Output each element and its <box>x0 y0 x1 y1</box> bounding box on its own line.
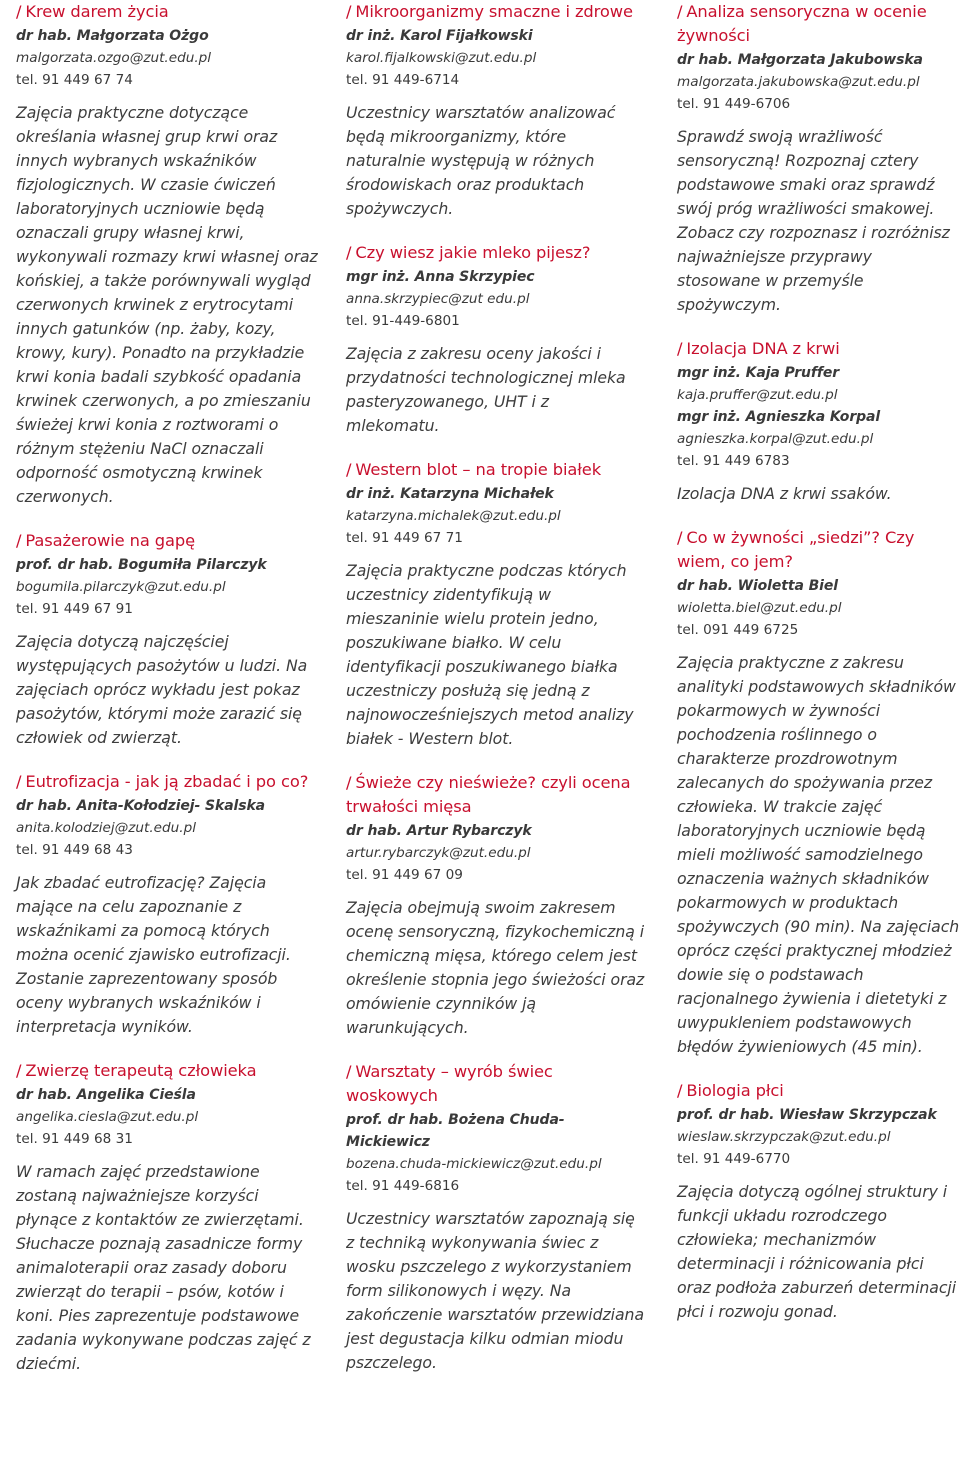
section-title: / Co w żywności „siedzi”? Czy wiem, co jem? <box>677 528 915 571</box>
author-name: dr hab. Małgorzata Jakubowska <box>677 52 923 68</box>
section-mleko <box>346 241 646 438</box>
author-name: dr hab. Wioletta Biel <box>677 578 838 594</box>
author-name: dr hab. Angelika Cieśla <box>16 1087 196 1103</box>
section-title: / Mikroorganizmy smaczne i zdrowe <box>346 2 633 21</box>
section-title: / Pasażerowie na gapę <box>16 531 196 550</box>
author-email[interactable]: artur.rybarczyk@zut.edu.pl <box>346 845 531 861</box>
section-biologia-plci <box>677 1079 960 1324</box>
column-right <box>677 0 960 1324</box>
author-phone: tel. 91 449-6816 <box>346 1178 460 1194</box>
author-email[interactable]: kaja.pruffer@zut.edu.pl <box>677 387 838 403</box>
author-email[interactable]: malgorzata.ozgo@zut.edu.pl <box>16 50 212 66</box>
section-title: / Izolacja DNA z krwi <box>677 339 840 358</box>
section-description: W ramach zajęć przedstawione zostaną najważniejsze korzyści płynące z kontaktów ze zwierzętami. Słuchacze poznają zasadnicze formy animaloterapii oraz zasady doboru zwierząt do terapii – psów, kotów i koni. Pies zaprezentuje podstawowe zadania wykonywane podczas zajęć z dziećmi. <box>16 1162 311 1373</box>
section-izolacja-dna <box>677 337 960 506</box>
author-email[interactable]: anna.skrzypiec@zut edu.pl <box>346 291 530 307</box>
author-phone: tel. 91 449 67 71 <box>346 530 463 546</box>
section-title: / Świeże czy nieświeże? czyli ocena trwałości mięsa <box>346 773 631 816</box>
author-name: prof. dr hab. Bogumiła Pilarczyk <box>16 557 267 573</box>
author-email[interactable]: karol.fijalkowski@zut.edu.pl <box>346 50 537 66</box>
section-swieze-mieso <box>346 771 646 1040</box>
section-analiza-sensoryczna <box>677 0 960 317</box>
section-eutrofizacja <box>16 770 322 1039</box>
section-co-w-zywnosci <box>677 526 960 1059</box>
section-title: / Biologia płci <box>677 1081 784 1100</box>
author-name: dr hab. Artur Rybarczyk <box>346 823 532 839</box>
author-name: mgr inż. Kaja Pruffer <box>677 365 840 381</box>
author-email[interactable]: bozena.chuda-mickiewicz@zut.edu.pl <box>346 1156 602 1172</box>
column-left <box>16 0 322 1376</box>
section-description: Zajęcia z zakresu oceny jakości i przydatności technologicznej mleka pasteryzowanego, UHT i z mlekomatu. <box>346 344 626 435</box>
section-zwierze-terapeuta <box>16 1059 322 1376</box>
author-phone: tel. 91 449 67 09 <box>346 867 463 883</box>
author-phone: tel. 91 449 67 91 <box>16 601 133 617</box>
author-name: mgr inż. Anna Skrzypiec <box>346 269 535 285</box>
section-mikroorganizmy <box>346 0 646 221</box>
section-title: / Warsztaty – wyrób świec woskowych <box>346 1062 553 1105</box>
author-phone: tel. 91 449 68 43 <box>16 842 133 858</box>
author-name: mgr inż. Agnieszka Korpal <box>677 409 881 425</box>
author-name: dr inż. Katarzyna Michałek <box>346 486 554 502</box>
author-email[interactable]: angelika.ciesla@zut.edu.pl <box>16 1109 199 1125</box>
author-name: dr inż. Karol Fijałkowski <box>346 28 533 44</box>
author-email[interactable]: bogumila.pilarczyk@zut.edu.pl <box>16 579 226 595</box>
author-phone: tel. 91 449 6783 <box>677 453 790 469</box>
section-description: Zajęcia dotyczą najczęściej występujących pasożytów u ludzi. Na zajęciach oprócz wykładu jest pokaz pasożytów, którymi może zarazić się człowiek od zwierząt. <box>16 632 308 747</box>
section-pasazerowie-na-gape <box>16 529 322 750</box>
author-name: dr hab. Anita-Kołodziej- Skalska <box>16 798 266 814</box>
section-title: / Analiza sensoryczna w ocenie żywności <box>677 2 927 45</box>
author-email[interactable]: anita.kolodziej@zut.edu.pl <box>16 820 196 836</box>
section-title: / Czy wiesz jakie mleko pijesz? <box>346 243 591 262</box>
author-email[interactable]: wieslaw.skrzypczak@zut.edu.pl <box>677 1129 891 1145</box>
author-email[interactable]: malgorzata.jakubowska@zut.edu.pl <box>677 74 920 90</box>
section-description: Zajęcia dotyczą ogólnej struktury i funkcji układu rozrodczego człowieka; mechanizmów determinacji i różnicowania płci oraz podłoża zaburzeń determinacji płci i rozwoju gonad. <box>677 1182 957 1321</box>
author-phone: tel. 91 449-6770 <box>677 1151 791 1167</box>
author-name: prof. dr hab. Bożena Chuda-Mickiewicz <box>346 1112 565 1150</box>
section-description: Uczestnicy warsztatów zapoznają się z techniką wykonywania świec z wosku pszczelego z wykorzystaniem form silikonowych i węzy. Na zakończenie warsztatów przewidziana jest degustacja kilku odmian miodu pszczelego. <box>346 1209 645 1372</box>
section-title: / Western blot – na tropie białek <box>346 460 602 479</box>
section-description: Zajęcia praktyczne dotyczące określania własnej grup krwi oraz innych wybranych wskaźników fizjologicznych. W czasie ćwiczeń laboratoryjnych uczniowie będą oznaczali grupy własnej krwi, wykonywali rozmazy krwi własnej oraz końskiej, a także porównywali wygląd czerwonych krwinek z erytrocytami innych gatunków (np. żaby, kozy, krowy, kury). Ponadto na przykładzie krwi konia badali szybkość opadania krwinek czerwonych, a po zmieszaniu świeżej krwi konia z roztworami o różnym stężeniu NaCl oznaczali odporność osmotyczną krwinek czerwonych. <box>16 103 318 506</box>
section-description: Zajęcia obejmują swoim zakresem ocenę sensoryczną, fizykochemiczną i chemiczną mięsa, którego celem jest określenie stopnia jego świeżości oraz omówienie czynników ją warunkujących. <box>346 898 645 1037</box>
author-email[interactable]: agnieszka.korpal@zut.edu.pl <box>677 431 874 447</box>
author-name: dr hab. Małgorzata Ożgo <box>16 28 209 44</box>
author-email[interactable]: katarzyna.michalek@zut.edu.pl <box>346 508 561 524</box>
section-description: Zajęcia praktyczne z zakresu analityki podstawowych składników pokarmowych w żywności pochodzenia roślinnego o charakterze prozdrowotnym zalecanych do spożywania przez człowieka. W trakcie zajęć laboratoryjnych uczniowie będą mieli możliwość samodzielnego oznaczenia ważnych składników pokarmowych w produktach spożywczych (90 min). Na zajęciach oprócz części praktycznej młodzież dowie się o podstawach racjonalnego żywienia i dietetyki z uwypukleniem podstawowych błędów żywieniowych (45 min). <box>677 653 960 1056</box>
section-swiece <box>346 1060 646 1375</box>
author-phone: tel. 91 449-6714 <box>346 72 460 88</box>
section-description: Jak zbadać eutrofizację? Zajęcia mające na celu zapoznanie z wskaźnikami za pomocą których można ocenić zjawisko eutrofizacji. Zostanie zaprezentowany sposób oceny wybranych wskaźników i interpretacja wyników. <box>16 873 291 1036</box>
author-phone: tel. 91 449 68 31 <box>16 1131 133 1147</box>
section-title: / Eutrofizacja - jak ją zbadać i po co? <box>16 772 309 791</box>
section-description: Zajęcia praktyczne podczas których uczestnicy zidentyfikują w mieszaninie wielu protein jedno, poszukiwane białko. W celu identyfikacji poszukiwanego białka uczestniczy posłużą się jedną z najnowocześniejszych metod analizy białek - Western blot. <box>346 561 634 748</box>
section-description: Izolacja DNA z krwi ssaków. <box>677 484 892 503</box>
author-email[interactable]: wioletta.biel@zut.edu.pl <box>677 600 842 616</box>
section-western-blot <box>346 458 646 751</box>
column-middle <box>346 0 646 1375</box>
section-title: / Zwierzę terapeutą człowieka <box>16 1061 257 1080</box>
author-phone: tel. 91 449-6706 <box>677 96 791 112</box>
author-name: prof. dr hab. Wiesław Skrzypczak <box>677 1107 937 1123</box>
author-phone: tel. 91 449 67 74 <box>16 72 133 88</box>
author-phone: tel. 91-449-6801 <box>346 313 460 329</box>
section-krew-darem-zycia <box>16 0 322 509</box>
section-description: Uczestnicy warsztatów analizować będą mikroorganizmy, które naturalnie występują w różnych środowiskach oraz produktach spożywczych. <box>346 103 616 218</box>
section-title: / Krew darem życia <box>16 2 169 21</box>
author-phone: tel. 091 449 6725 <box>677 622 799 638</box>
section-description: Sprawdź swoją wrażliwość sensoryczną! Rozpoznaj cztery podstawowe smaki oraz sprawdź swój próg wrażliwości smakowej. Zobacz czy rozpoznasz i rozróżnisz najważniejsze przyprawy stosowane w przemyśle spożywczym. <box>677 127 950 314</box>
